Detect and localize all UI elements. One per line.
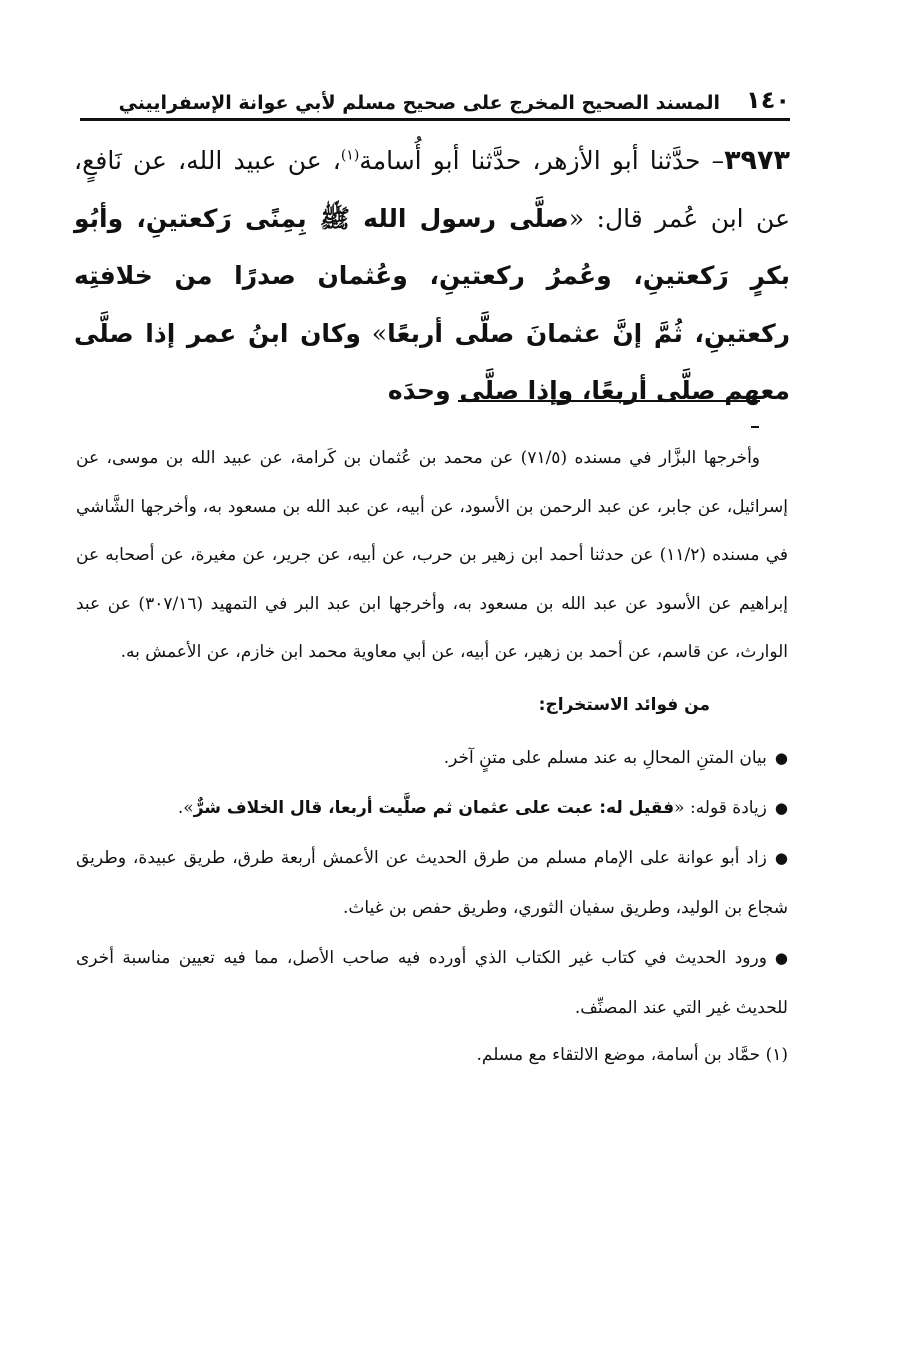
benefit-text-prefix: زيادة قوله: « xyxy=(674,797,767,818)
benefit-text: زاد أبو عوانة على الإمام مسلم من طرق الحديث عن الأعمش أربعة طرق، طريق عبيدة، وطريق شجاع بن الوليد، وطريق سفيان الثوري، وطريق حفص بن غياث. xyxy=(76,847,788,918)
running-title: المسند الصحيح المخرج على صحيح مسلم لأبي عوانة الإسفراييني xyxy=(118,92,721,114)
isnad-part-1: حدَّثنا أبو الأزهر، حدَّثنا أبو أُسامة xyxy=(359,146,701,175)
footnotes-section xyxy=(76,434,788,1077)
hadith-dash: – xyxy=(700,146,725,175)
footnote-1: (١) حمَّاد بن أسامة، موضع الالتقاء مع مسلم. xyxy=(476,1044,788,1065)
continuation-text: وكان ابنُ عمر إذا صلَّى معهم صلَّى أربعًا، وإذا صلَّى وحدَه xyxy=(74,318,790,405)
bullet-icon: ● xyxy=(774,798,788,817)
bullet-icon: ● xyxy=(774,948,788,967)
benefit-text: ورود الحديث في كتاب غير الكتاب الذي أورده فيه صاحب الأصل، مما فيه تعيين مناسبة أخرى للحديث غير التي عند المصنِّف. xyxy=(76,947,788,1018)
benefit-text-suffix: ». xyxy=(177,797,194,818)
dash-mark xyxy=(751,426,759,428)
hadith-text xyxy=(74,132,790,420)
bullet-icon: ● xyxy=(774,848,788,867)
benefit-item xyxy=(76,933,788,1033)
footnote-separator xyxy=(458,400,760,402)
hadith-number: ٣٩٧٣ xyxy=(724,145,790,176)
benefits-heading: من فوائد الاستخراج: xyxy=(538,694,710,715)
footnote-marker: (١) xyxy=(340,147,360,164)
bullet-icon: ● xyxy=(774,748,788,767)
matn-text: صلَّى رسول الله ﷺ بِمِنًى رَكعتينِ، وأبُو بكرٍ رَكعتينِ، وعُمرُ ركعتينِ، وعُثمان صدرًا من خلافتِه ركعتينِ، ثُمَّ إنَّ عثمانَ صلَّى أربعًا xyxy=(74,203,791,348)
benefit-item xyxy=(76,833,788,933)
benefit-text: بيان المتنِ المحالِ به عند مسلم على متنٍ آخر. xyxy=(443,747,767,768)
benefit-text-bold: فقيل له: عبت على عثمان ثم صلَّيت أربعا، قال الخلاف شرٌّ xyxy=(193,797,675,818)
isnad-part-2: ، عن عبيد الله، عن نَافعٍ، عن ابن عُمر قال: « xyxy=(74,146,790,233)
benefit-item xyxy=(76,733,788,783)
page-header xyxy=(80,78,790,114)
close-quote: » xyxy=(360,318,388,348)
takhrij-paragraph: وأخرجها البزَّار في مسنده (٧١/٥) عن محمد بن عُثمان بن كَرامة، عن عبيد الله بن موسى، عن إسرائيل، عن جابر، عن عبد الرحمن بن الأسود، عن أبيه، عن عبد الله بن مسعود به، وأخرجها الشَّاشي في مسنده (١١/٢) عن حدثنا أحمد ابن زهير بن حرب، عن أبيه، عن جرير، عن مغيرة، عن أصحابه عن إبراهيم عن الأسود عن عبد الله بن مسعود به، وأخرجها ابن عبد البر في التمهيد (٣٠٧/١٦) عن عبد الوارث، عن قاسم، عن أحمد بن زهير، عن أبيه، عن أبي معاوية محمد ابن خازم، عن الأعمش به. xyxy=(76,448,789,663)
header-rule xyxy=(80,118,790,121)
page-number: ١٤٠ xyxy=(746,86,790,114)
benefit-item xyxy=(76,783,788,833)
